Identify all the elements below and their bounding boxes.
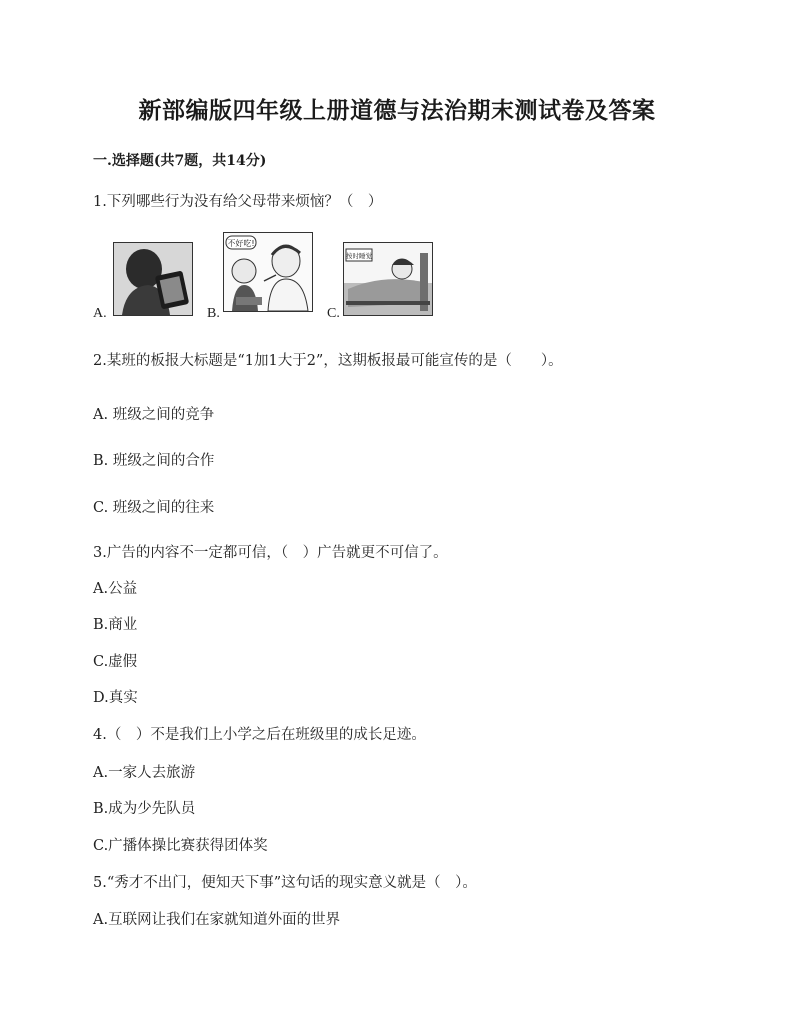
question-2-option-b: B. 班级之间的合作	[93, 453, 215, 469]
question-3-stem: 3.广告的内容不一定都可信，（ ）广告就更不可信了。	[93, 545, 448, 561]
question-4-option-a: A.一家人去旅游	[93, 765, 196, 781]
question-4-stem: 4.（ ）不是我们上小学之后在班级里的成长足迹。	[93, 727, 426, 743]
page-title: 新部编版四年级上册道德与法治期末测试卷及答案	[138, 97, 656, 124]
section-heading: 一.选择题(共7题，共14分)	[93, 153, 267, 169]
sign-text: 按时睡觉	[346, 252, 372, 260]
question-4-option-c: C.广播体操比赛获得团体奖	[93, 838, 268, 854]
question-3-option-d: D.真实	[93, 690, 138, 706]
question-3-option-a: A.公益	[93, 581, 138, 597]
question-3-option-c: C.虚假	[93, 654, 138, 670]
child-refusing-food-icon	[224, 233, 312, 311]
question-1-option-b-label: B.	[207, 306, 220, 321]
question-1-option-c-label: C.	[327, 306, 340, 321]
child-lying-in-bed-image	[343, 242, 433, 316]
child-lying-in-bed-icon	[344, 243, 432, 315]
speech-bubble-text: 不好吃!	[227, 239, 255, 248]
question-5-option-a: A.互联网让我们在家就知道外面的世界	[93, 912, 341, 928]
question-5-stem: 5.“秀才不出门，便知天下事”这句话的现实意义就是（ ）。	[93, 875, 477, 891]
child-playing-tablet-image	[113, 242, 193, 316]
child-refusing-food-image	[223, 232, 313, 312]
question-2-option-c: C. 班级之间的往来	[93, 500, 215, 516]
question-1-stem: 1.下列哪些行为没有给父母带来烦恼？（ ）	[93, 194, 383, 210]
question-1-image-options	[93, 232, 453, 322]
question-2-option-a: A. 班级之间的竞争	[93, 407, 215, 423]
question-2-stem: 2.某班的板报大标题是“1加1大于2”，这期板报最可能宣传的是（ ）。	[93, 353, 563, 369]
question-1-option-a-label: A.	[93, 306, 107, 321]
question-3-option-b: B.商业	[93, 617, 138, 633]
child-playing-tablet-icon	[114, 243, 192, 315]
question-4-option-b: B.成为少先队员	[93, 801, 196, 817]
